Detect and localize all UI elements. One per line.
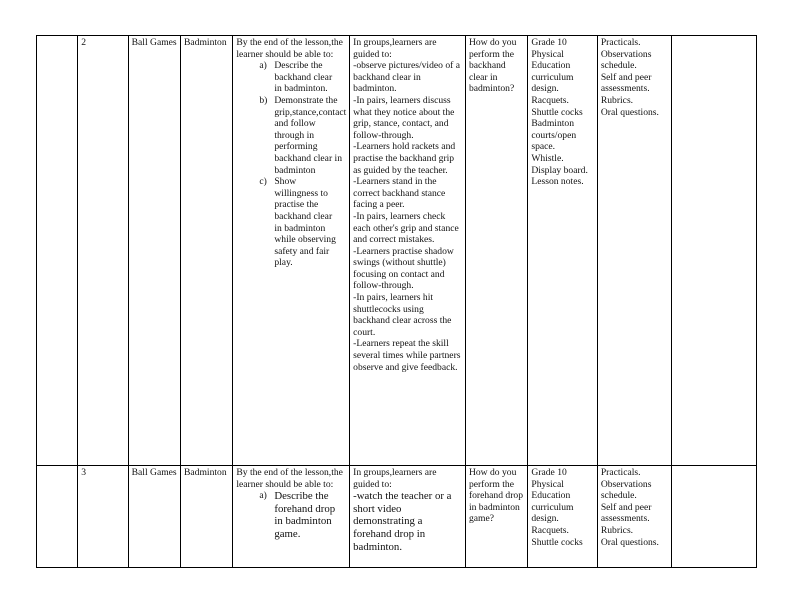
outcome-item (259, 60, 346, 95)
outcome-text: Describe the forehand drop in badminton game. (274, 490, 336, 540)
resource-item: Whistle. (531, 152, 564, 164)
week-cell (37, 36, 78, 466)
week-cell (37, 466, 78, 568)
experience-line: In groups,learners are guided to: (353, 467, 437, 490)
outcome-marker: c) (259, 176, 267, 188)
table-row (37, 36, 757, 466)
resource-item: Racquets. (531, 94, 569, 106)
resource-item: Shuttle cocks (531, 536, 583, 548)
experience-line: -In pairs, learners hit shuttlecocks using backhand clear across the court. (353, 292, 452, 338)
resource-item: Grade 10 Physical Education curriculum design. (531, 37, 574, 95)
resource-item: Grade 10 Physical Education curriculum design. (531, 467, 574, 525)
experience-line: -In pairs, learners check each other's grip and stance and correct mistakes. (353, 210, 459, 246)
assessment-item: Oral questions. (600, 106, 659, 118)
scheme-of-work-table (36, 35, 757, 568)
learning-experiences-cell (350, 466, 466, 568)
outcome-marker: a) (259, 490, 267, 502)
outcomes-list (236, 60, 346, 269)
outcome-item (259, 176, 346, 269)
assessment-item: Observations schedule. (600, 48, 652, 72)
resource-item: Racquets. (531, 524, 569, 536)
assessment-item: Rubrics. (600, 94, 634, 106)
strand-cell: Ball Games (128, 466, 180, 568)
assessment-item: Oral questions. (600, 536, 659, 548)
strand-cell: Ball Games (128, 36, 180, 466)
experience-line: -Learners practise shadow swings (without shuttle) focusing on contact and follow-through. (353, 245, 454, 292)
outcome-text: Demonstrate the grip,stance,contact and follow through in performing backhand clear in badminton (274, 94, 347, 176)
sub-strand-cell: Badminton (180, 466, 232, 568)
outcome-marker: a) (259, 60, 267, 72)
assessment-cell (597, 466, 672, 568)
learning-outcomes-cell (233, 36, 350, 466)
table-row (37, 466, 757, 568)
assessment-item: Practicals. (600, 467, 641, 478)
resources-cell (528, 466, 597, 568)
experience-line: -In pairs, learners discuss what they notice about the grip, stance, contact, and follow-through. (353, 94, 455, 141)
assessment-item: Practicals. (600, 37, 641, 48)
outcomes-intro: By the end of the lesson,the learner should be able to: (236, 37, 343, 60)
resources-cell (528, 36, 597, 466)
remarks-cell (672, 36, 757, 466)
remarks-cell (672, 466, 757, 568)
resource-item: Shuttle cocks (531, 106, 583, 118)
learning-experiences-cell (350, 36, 466, 466)
outcomes-list (236, 490, 346, 540)
lesson-cell: 2 (78, 36, 128, 466)
outcomes-intro: By the end of the lesson,the learner should be able to: (236, 467, 343, 490)
outcome-marker: b) (259, 94, 268, 106)
experience-line: -Learners repeat the skill several times while partners observe and give feedback. (353, 338, 461, 373)
outcome-item (259, 490, 346, 540)
assessment-item: Self and peer assessments. (600, 501, 652, 525)
experience-line: -Learners hold rackets and practise the backhand grip as guided by the teacher. (353, 141, 456, 176)
learning-outcomes-cell (233, 466, 350, 568)
lesson-cell: 3 (78, 466, 128, 568)
inquiry-question-cell: How do you perform the backhand clear in badminton? (465, 36, 527, 466)
resource-item: Display board. (531, 164, 588, 176)
assessment-item: Self and peer assessments. (600, 71, 652, 95)
outcome-text: Describe the backhand clear in badminton. (274, 60, 333, 95)
experience-line: -watch the teacher or a short video demonstrating a forehand drop in badminton. (353, 490, 452, 553)
assessment-cell (597, 36, 672, 466)
experience-line: -Learners stand in the correct backhand stance facing a peer. (353, 176, 446, 211)
outcome-text: Show willingness to practise the backhand clear in badminton while observing safety and fair play. (274, 176, 336, 269)
outcome-item (259, 95, 346, 176)
assessment-item: Observations schedule. (600, 478, 652, 502)
resource-item: Lesson notes. (531, 176, 584, 188)
assessment-item: Rubrics. (600, 524, 634, 536)
experience-line: In groups,learners are guided to: (353, 37, 437, 60)
sub-strand-cell: Badminton (180, 36, 232, 466)
inquiry-question-cell: How do you perform the forehand drop in badminton game? (465, 466, 527, 568)
experience-line: -observe pictures/video of a backhand clear in badminton. (353, 60, 460, 95)
resource-item: Badminton courts/open space. (531, 118, 577, 153)
